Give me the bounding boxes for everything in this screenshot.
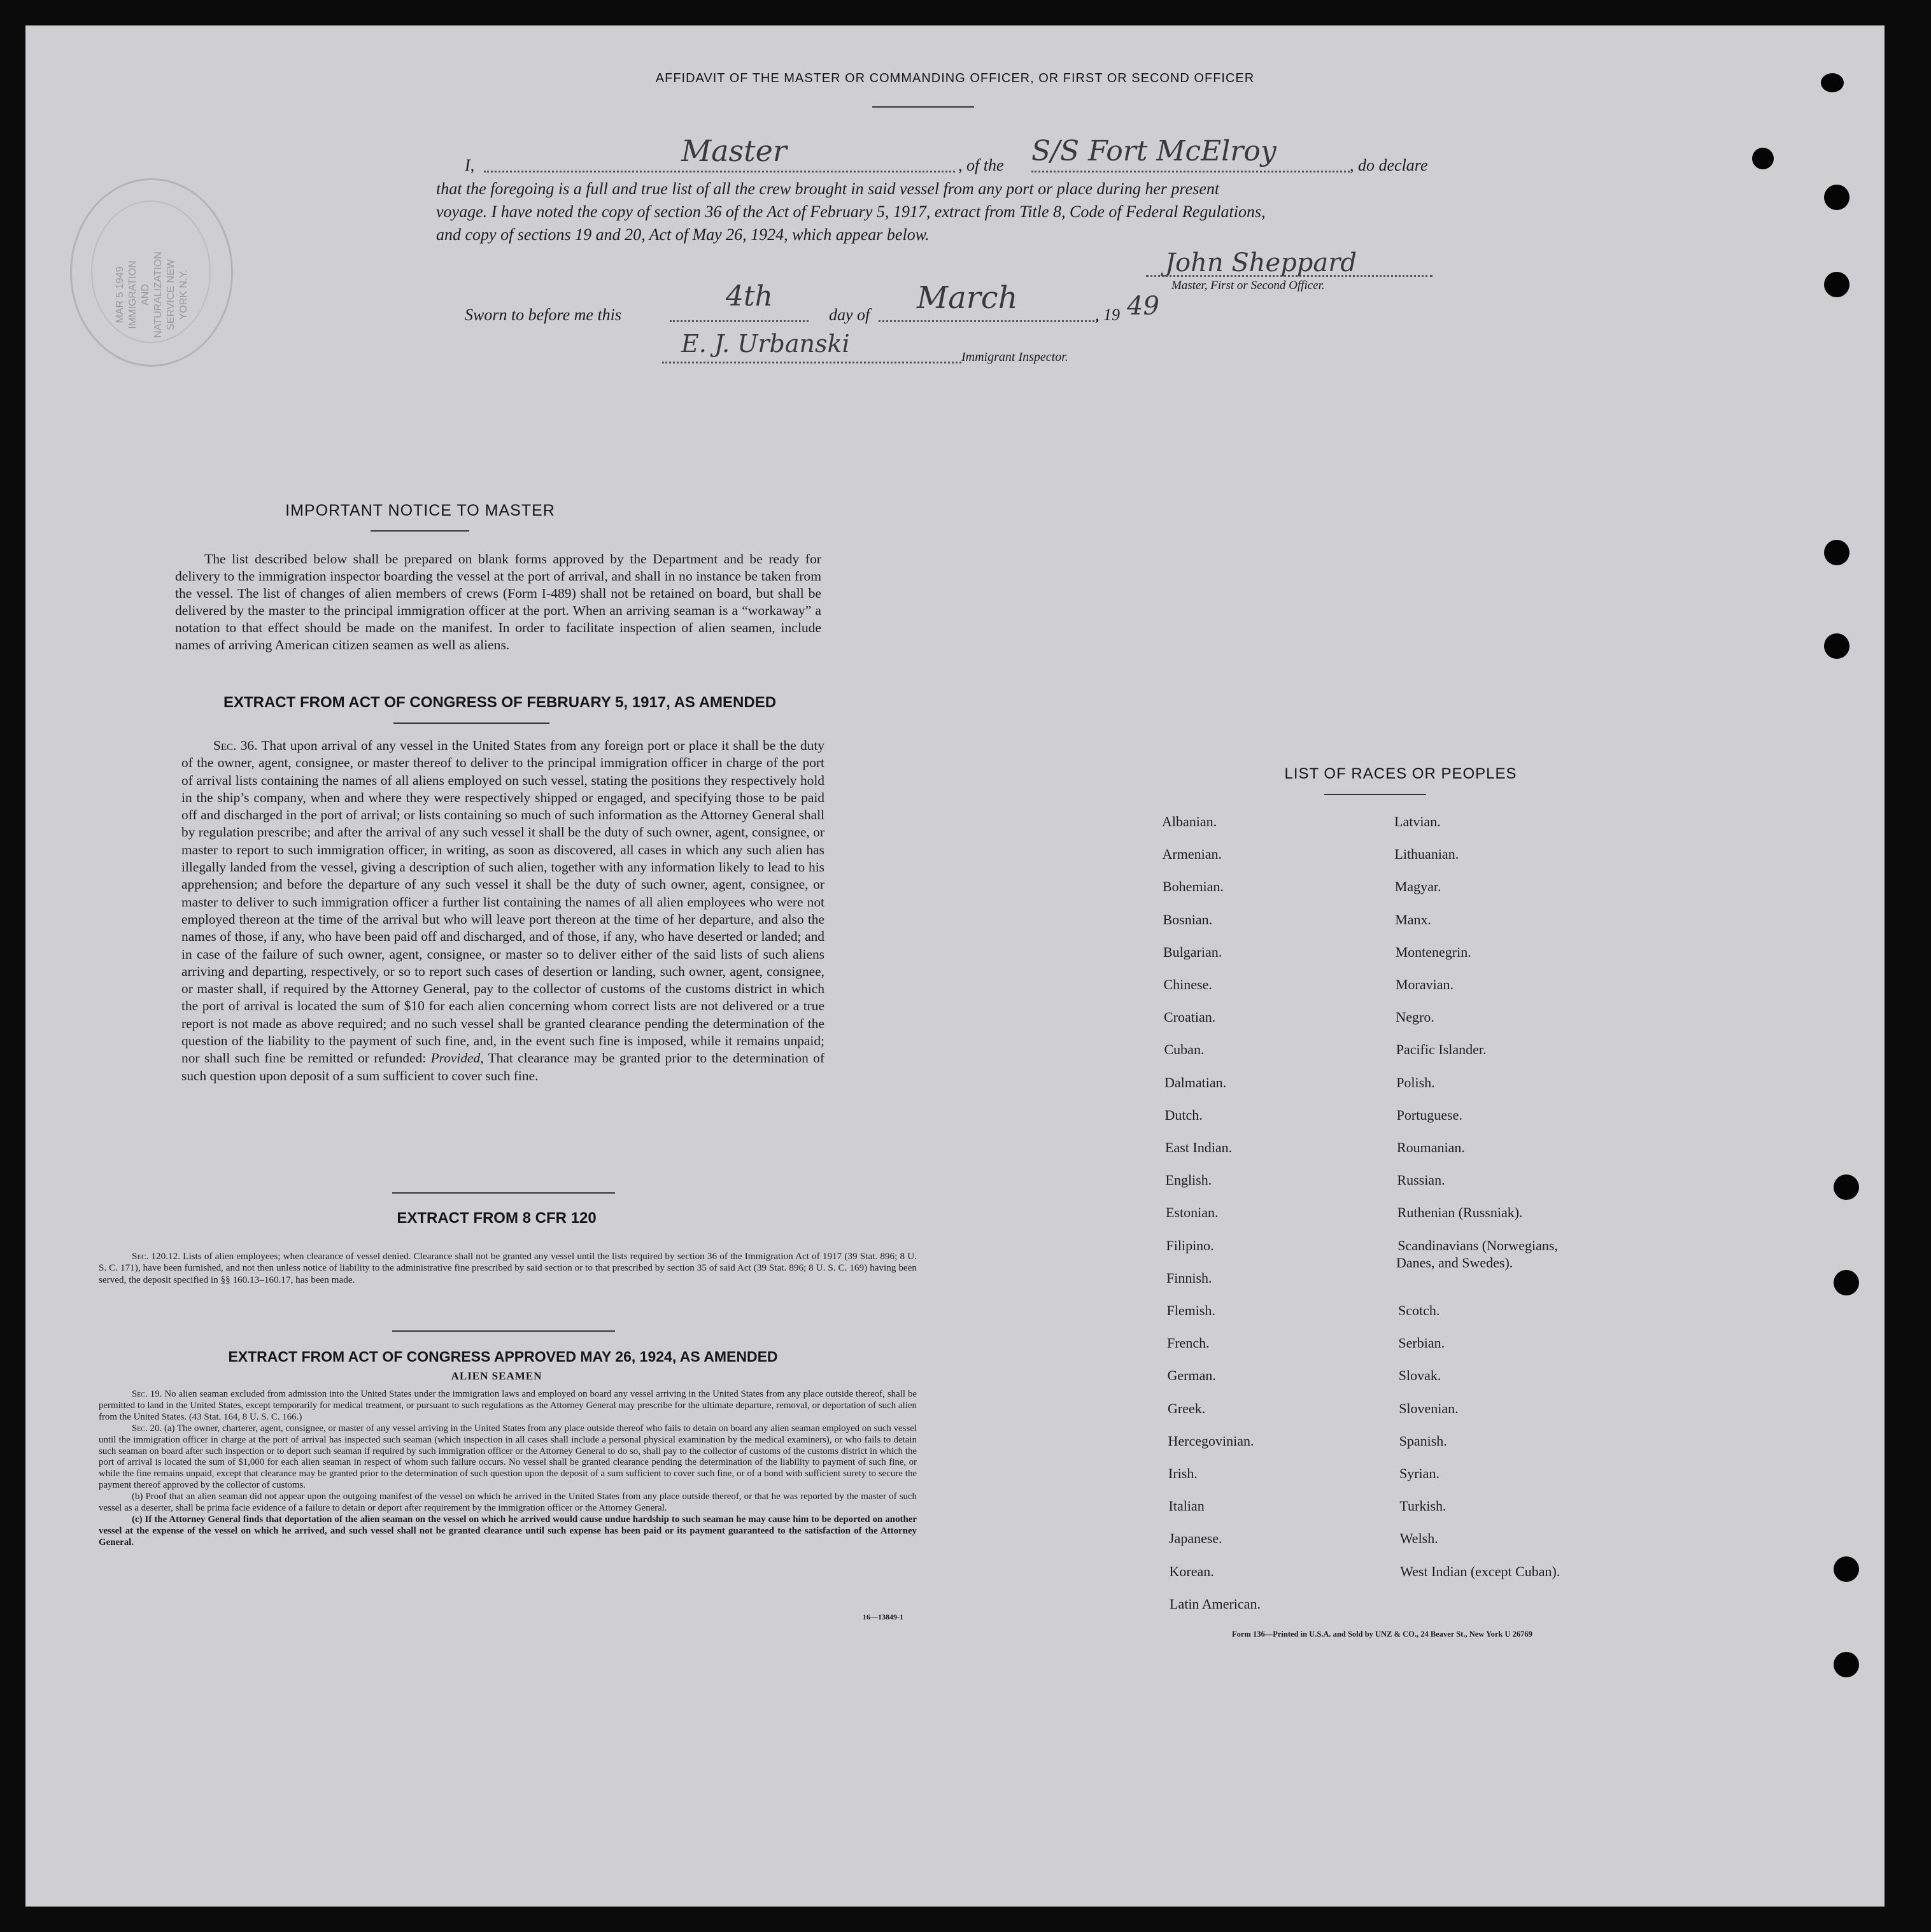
race-item: Latvian. bbox=[1394, 814, 1441, 829]
race-item: Latin American. bbox=[1170, 1595, 1261, 1612]
race-item: Greek. bbox=[1168, 1400, 1206, 1416]
affidavit-title: AFFIDAVIT OF THE MASTER OR COMMANDING OFFICER, OR FIRST OR SECOND OFFICER bbox=[655, 71, 1255, 85]
race-item: Roumanian. bbox=[1397, 1139, 1465, 1155]
year-handwritten: 49 bbox=[1127, 292, 1159, 321]
extract-1924-subheading: ALIEN SEAMEN bbox=[451, 1370, 542, 1382]
punch-hole bbox=[1834, 1174, 1859, 1200]
sec-20a-paragraph bbox=[99, 1423, 917, 1491]
race-item: East Indian. bbox=[1165, 1139, 1233, 1155]
sec-20-label: Sec. 20. bbox=[132, 1423, 162, 1434]
race-item: Irish. bbox=[1168, 1465, 1198, 1481]
race-item: Armenian. bbox=[1162, 846, 1222, 863]
sec-36-text-end: That clearance may be granted prior to the determination of such question upon deposit of a sum sufficient to cover such fine. bbox=[181, 1050, 824, 1083]
sec-120-label: Sec. 120.12. bbox=[132, 1251, 181, 1262]
race-item: Portuguese. bbox=[1396, 1106, 1462, 1123]
provided-word: Provided, bbox=[430, 1050, 484, 1066]
sec-20b-paragraph: (b) Proof that an alien seaman did not appear upon the outgoing manifest of the vessel on which he arrived in the United States from any place outside thereof, or that he was reported by the master of such vessel as a deserter, shall be prima facie evidence of a failure to detain or deport after requirement by the immigration officer or the Attorney General. bbox=[99, 1491, 917, 1514]
punch-hole bbox=[1834, 1270, 1859, 1295]
race-item: Magyar. bbox=[1394, 878, 1441, 895]
of-the-label: , of the bbox=[958, 156, 1004, 174]
cfr-heading: EXTRACT FROM 8 CFR 120 bbox=[397, 1209, 597, 1227]
name-fill-line bbox=[484, 171, 955, 173]
race-item: German. bbox=[1167, 1367, 1216, 1384]
race-item: Syrian. bbox=[1399, 1465, 1439, 1481]
race-item: Danes, and Swedes). bbox=[1396, 1254, 1513, 1271]
race-item: Turkish. bbox=[1399, 1498, 1446, 1514]
i-label: I, bbox=[465, 156, 475, 174]
sec-19-paragraph bbox=[99, 1389, 917, 1423]
race-item: Bosnian. bbox=[1163, 911, 1213, 927]
cfr-top-rule bbox=[392, 1192, 615, 1194]
day-fill-line bbox=[670, 320, 809, 322]
inspector-caption: Immigrant Inspector. bbox=[961, 350, 1068, 364]
affidavit-title-rule bbox=[872, 106, 974, 108]
month-fill-line bbox=[879, 320, 1098, 322]
affidavit-line-2: that the foregoing is a full and true list of all the crew brought in said vessel from any port or place during her present bbox=[436, 180, 1220, 198]
receiving-stamp bbox=[70, 178, 233, 367]
race-item: Cuban. bbox=[1164, 1041, 1205, 1058]
race-item: Negro. bbox=[1396, 1009, 1434, 1026]
day-of-label: day of bbox=[829, 306, 870, 324]
race-item: Flemish. bbox=[1166, 1302, 1215, 1318]
notice-text: The list described below shall be prepared on blank forms approved by the Department and be ready for delivery to the immigration inspector boarding the vessel at the port of arrival, and shall in no instance be taken from the vessel. The list of changes of alien members of crews (Form I-489) shall not be retained on board, but shall be delivered by the master to the principal immigration officer at the port. When an arriving seaman is a “workaway” a notation to that effect should be made on the manifest. In order to facilitate inspection of alien seamen, include names of arriving American citizen seamen as well as aliens. bbox=[175, 551, 821, 652]
race-item: Dutch. bbox=[1164, 1106, 1203, 1123]
extract-1924-body bbox=[99, 1389, 917, 1549]
master-caption: Master, First or Second Officer. bbox=[1171, 279, 1325, 292]
punch-hole bbox=[1834, 1556, 1859, 1582]
signature-line bbox=[1146, 275, 1432, 277]
race-item: Manx. bbox=[1395, 911, 1432, 927]
extract-1917-body bbox=[181, 737, 824, 1085]
master-name-handwritten: Master bbox=[681, 134, 787, 168]
race-item: Slovenian. bbox=[1399, 1400, 1459, 1416]
race-item: Slovak. bbox=[1398, 1367, 1441, 1384]
extract-1917-heading: EXTRACT FROM ACT OF CONGRESS OF FEBRUARY 5, 1917, AS AMENDED bbox=[223, 694, 777, 711]
notice-heading: IMPORTANT NOTICE TO MASTER bbox=[285, 502, 555, 519]
race-item: Croatian. bbox=[1164, 1009, 1216, 1026]
race-item: Polish. bbox=[1396, 1074, 1435, 1090]
race-item: Dalmatian. bbox=[1164, 1074, 1227, 1090]
punch-hole bbox=[1752, 148, 1774, 169]
race-item: Italian bbox=[1168, 1498, 1205, 1514]
punch-hole bbox=[1824, 633, 1850, 659]
extract-1924-top-rule bbox=[392, 1330, 615, 1332]
day-handwritten: 4th bbox=[726, 280, 774, 313]
race-item: Serbian. bbox=[1398, 1335, 1445, 1351]
affidavit-line-4: and copy of sections 19 and 20, Act of May 26, 1924, which appear below. bbox=[436, 225, 930, 244]
race-item: Spanish. bbox=[1399, 1432, 1447, 1449]
race-item: Filipino. bbox=[1166, 1237, 1214, 1253]
extract-1924-heading: EXTRACT FROM ACT OF CONGRESS APPROVED MAY 26, 1924, AS AMENDED bbox=[228, 1348, 778, 1365]
race-item: Estonian. bbox=[1166, 1204, 1219, 1221]
affidavit-line-1 bbox=[465, 156, 474, 175]
race-item: Scandinavians (Norwegians, bbox=[1397, 1237, 1558, 1253]
races-heading: LIST OF RACES OR PEOPLES bbox=[1284, 765, 1517, 782]
punch-hole bbox=[1834, 1652, 1859, 1677]
race-item: Bohemian. bbox=[1163, 878, 1224, 895]
race-item: Chinese. bbox=[1163, 977, 1212, 992]
punch-hole bbox=[1824, 540, 1850, 565]
race-item: Montenegrin. bbox=[1395, 943, 1471, 960]
document-page bbox=[25, 25, 1885, 1907]
form-print-note: Form 136—Printed in U.S.A. and Sold by UNZ & CO., 24 Beaver St., New York U 26769 bbox=[1232, 1630, 1532, 1639]
print-code: 16—13849-1 bbox=[863, 1612, 903, 1621]
race-item: Welsh. bbox=[1399, 1530, 1438, 1547]
master-signature: John Sheppard bbox=[1165, 248, 1357, 278]
race-item: Scotch. bbox=[1398, 1302, 1440, 1318]
sec-36-label: Sec. 36. bbox=[213, 738, 258, 753]
race-item: Japanese. bbox=[1169, 1530, 1222, 1547]
sec-20a-text: (a) The owner, charterer, agent, consignee, or master of any vessel arriving in the United States from any place outside thereof who fails to detain on board any alien seaman employed on such vessel until the immigration officer in charge at the port of arrival has inspected such seaman (which inspection in all cases shall include a personal physical examination by the medical examiners), or who fails to detain such seaman on board after such inspection or to deport such seaman if required by such immigration officer or the Attorney General to do so, shall pay to the collector of customs of the customs district in which the port of arrival is located the sum of $1,000 for each alien seaman in respect of whom such failure occurs. No vessel shall be granted clearance pending the determination of the liability to payment of such fine, or while the fine remains unpaid, except that clearance may be granted prior to the determination of such question upon the deposit of a sum sufficient to cover such fine, or of a bond with sufficient surety to secure the payment thereof approved by the collector of customs. bbox=[99, 1423, 917, 1491]
extract-1917-rule bbox=[393, 723, 549, 724]
vessel-name-handwritten: S/S Fort McElroy bbox=[1031, 135, 1277, 167]
punch-hole bbox=[1824, 272, 1850, 297]
sec-120-text: Lists of alien employees; when clearance of vessel denied. Clearance shall not be granted any vessel until the lists required by section 36 of the Immigration Act of 1917 (39 Stat. 896; 8 U. S. C. 171), have been furnished, and not then unless notice of liability to the administrative fine prescribed by said section or to that prescribed by section 35 of said Act (39 Stat. 896; 8 U. S. C. 169) having been served, the deposit specified in §§ 160.13–160.17, has been made. bbox=[99, 1251, 917, 1285]
sec-36-text: That upon arrival of any vessel in the United States from any foreign port or place it shall be the duty of the owner, agent, consignee, or master thereof to deliver to the principal immigration officer in charge of the port of arrival lists containing the names of all aliens employed on such vessel, stating the positions they respectively hold in the ship’s company, when and where they were respectively shipped or engaged, and specifying those to be paid off and discharged in the port of arrival; or lists containing so much of such information as the Attorney General shall by regulation prescribe; and after the arrival of any such vessel it shall be the duty of such owner, agent, consignee, or master to report to such immigration officer, in writing, as soon as discovered, all cases in which any such alien has illegally landed from the vessel, giving a description of such alien, together with any information likely to lead to his apprehension; and before the departure of any such vessel it shall be the duty of such owner, agent, consignee, or master to deliver to such immigration officer a further list containing the names of all alien employees who were not employed thereon at the time of the arrival but who will leave port thereon at the time of her departure, and also the names of those, if any, who have been paid off and discharged, and of those, if any, who have deserted or landed; and in case of the failure of such owner, agent, consignee, or master so to deliver either of the said lists of such aliens arriving and departing, respectively, or so to report such cases of desertion or landing, such owner, agent, consignee, or master shall, if required by the Attorney General, pay to the collector of customs of the customs district in which the port of arrival is located the sum of $10 for each alien concerning whom correct lists are not delivered or a true report is not made as above required; and no such vessel shall be granted clearance pending the determination of the question of the liability to the payment of such fine, and, in the event such fine is imposed, while it remains unpaid; nor shall such fine be remitted or refunded: bbox=[181, 738, 824, 1066]
race-item: Moravian. bbox=[1396, 977, 1454, 992]
notice-body bbox=[175, 551, 821, 654]
sec-20c-paragraph: (c) If the Attorney General finds that deportation of the alien seaman on the vessel on which he arrived would cause undue hardship to such seaman he may cause him to be deported on another vessel at the expense of the vessel on which he arrived, and such vessel shall not be granted clearance until such expense has been paid or its payment guaranteed to the satisfaction of the Attorney General. bbox=[99, 1514, 917, 1548]
vessel-fill-line bbox=[1031, 171, 1350, 173]
race-item: Russian. bbox=[1397, 1172, 1445, 1188]
races-rule bbox=[1324, 794, 1426, 795]
race-item: Lithuanian. bbox=[1394, 846, 1459, 863]
race-item: French. bbox=[1167, 1335, 1210, 1351]
inspector-line bbox=[662, 362, 961, 363]
year-prefix: , 19 bbox=[1095, 306, 1120, 324]
month-handwritten: March bbox=[917, 280, 1018, 316]
race-item: Pacific Islander. bbox=[1396, 1041, 1487, 1058]
race-item: Finnish. bbox=[1166, 1269, 1212, 1286]
sec-19-text: No alien seaman excluded from admission into the United States under the immigration laws and employed on board any vessel arriving in the United States from any place outside thereof, shall be permitted to land in the United States, except temporarily for medical treatment, or pursuant to such regulations as the Attorney General may prescribe for the ultimate departure, removal, or deportation of such alien from the United States. (43 Stat. 164, 8 U. S. C. 166.) bbox=[99, 1389, 917, 1422]
race-item: Korean. bbox=[1169, 1563, 1214, 1579]
affidavit-line-3: voyage. I have noted the copy of section 36 of the Act of February 5, 1917, extract from Title 8, Code of Federal Regulations, bbox=[436, 202, 1266, 221]
sec-19-label: Sec. 19. bbox=[132, 1389, 162, 1399]
race-item: English. bbox=[1165, 1172, 1212, 1188]
sworn-label: Sworn to before me this bbox=[465, 306, 622, 324]
notice-rule bbox=[371, 530, 469, 532]
stamp-text: MAR 5 1949 IMMIGRATION AND NATURALIZATION SERVICE NEW YORK N.Y. bbox=[115, 251, 189, 338]
inspector-signature: E. J. Urbanski bbox=[681, 330, 850, 358]
race-item: Ruthenian (Russniak). bbox=[1397, 1204, 1523, 1221]
race-item: Bulgarian. bbox=[1163, 943, 1222, 960]
race-item: Albanian. bbox=[1162, 814, 1217, 829]
race-item: West Indian (except Cuban). bbox=[1400, 1563, 1560, 1579]
punch-hole bbox=[1824, 185, 1850, 210]
cfr-body bbox=[99, 1251, 917, 1286]
do-declare-label: , do declare bbox=[1350, 156, 1428, 174]
race-item: Hercegovinian. bbox=[1168, 1432, 1254, 1449]
